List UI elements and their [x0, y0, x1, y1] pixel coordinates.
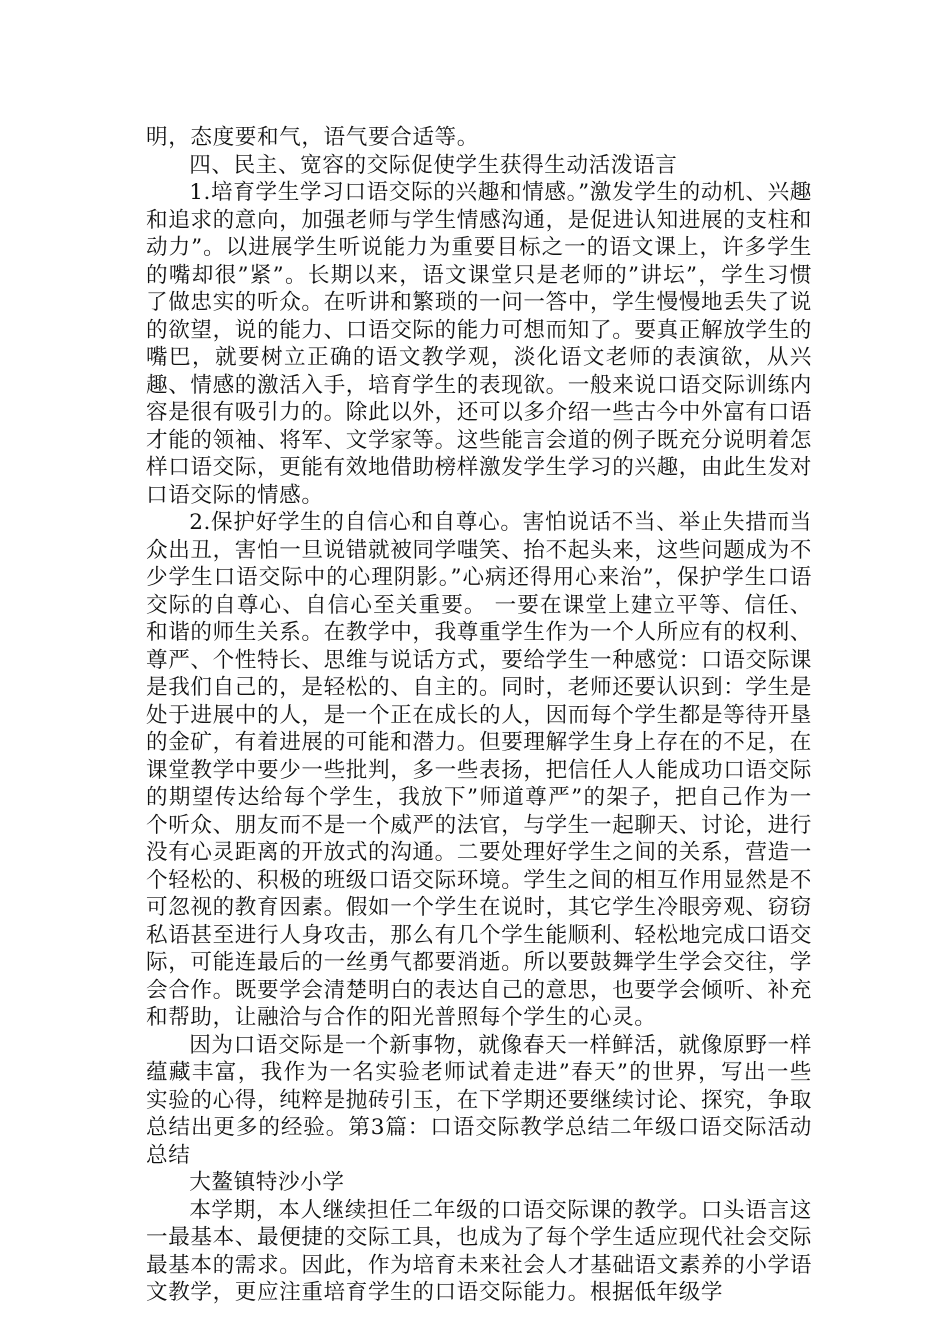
section-heading-4: 四、民主、宽容的交际促使学生获得生动活泼语言 — [189, 152, 678, 178]
paragraph-1: 明，态度要和气，语气要合适等。 — [146, 125, 479, 150]
paragraph-7: 本学期，本人继续担任二年级的口语交际课的教学。口头语言这一最基本、最便捷的交际工具，也成为了每个学生适应现代社会交际最基本的需求。因此，作为培育未来社会人才基础语文素养的小学语文教学，更应注重培育学生的口语交际能力。根据低年级学 — [146, 1197, 812, 1305]
document-body — [146, 124, 812, 1307]
school-name: 大鳌镇特沙小学 — [189, 1170, 345, 1195]
paragraph-3: 1.培育学生学习口语交际的兴趣和情感。”激发学生的动机、兴趣和追求的意向，加强老师与学生情感沟通，是促进认知进展的支柱和动力”。以进展学生听说能力为重要目标之一的语文课上，许多学生的嘴却很”紧”。长期以来，语文课堂只是老师的”讲坛”，学生习惯了做忠实的听众。在听讲和繁琐的一问一答中，学生慢慢地丢失了说的欲望，说的能力、口语交际的能力可想而知了。要真正解放学生的嘴巴，就要树立正确的语文教学观，淡化语文老师的表演欲，从兴趣、情感的激活入手，培育学生的表现欲。一般来说口语交际训练内容是很有吸引力的。除此以外，还可以多介绍一些古今中外富有口语才能的领袖、将军、文学家等。这些能言会道的例子既充分说明着怎样口语交际，更能有效地借助榜样激发学生学习的兴趣，由此生发对口语交际的情感。 — [146, 180, 812, 508]
paragraph-4: 2.保护好学生的自信心和自尊心。害怕说话不当、举止失措而当众出丑，害怕一旦说错就被同学嗤笑、抬不起头来，这些问题成为不少学生口语交际中的心理阴影。”心病还得用心来治”，保护学生口语交际的自尊心、自信心至关重要。 一要在课堂上建立平等、信任、和谐的师生关系。在教学中，我尊重学生作为一个人所应有的权利、尊严、个性特长、思维与说话方式，要给学生一种感觉：口语交际课是我们自己的，是轻松的、自主的。同时，老师还要认识到：学生是处于进展中的人，是一个正在成长的人，因而每个学生都是等待开垦的金矿，有着进展的可能和潜力。但要理解学生身上存在的不足，在课堂教学中要少一些批判，多一些表扬，把信任人人能成功口语交际的期望传达给每个学生，我放下”师道尊严”的架子，把自己作为一个听众、朋友而不是一个威严的法官，与学生一起聊天、讨论，进行没有心灵距离的开放式的沟通。二要处理好学生之间的关系，营造一个轻松的、积极的班级口语交际环境。学生之间的相互作用显然是不可忽视的教育因素。假如一个学生在说时，其它学生冷眼旁观、窃窃私语甚至进行人身攻击，那么有几个学生能顺利、轻松地完成口语交际，可能连最后的一丝勇气都要消逝。所以要鼓舞学生学会交往，学会合作。既要学会清楚明白的表达自己的意思，也要学会倾听、补充和帮助，让融洽与合作的阳光普照每个学生的心灵。 — [146, 510, 812, 1030]
paragraph-5: 因为口语交际是一个新事物，就像春天一样鲜活，就像原野一样蕴藏丰富，我作为一名实验老师试着走进”春天”的世界，写出一些实验的心得，纯粹是抛砖引玉，在下学期还要继续讨论、探究，争取总结出更多的经验。第3篇：口语交际教学总结二年级口语交际活动总结 — [146, 1032, 812, 1168]
